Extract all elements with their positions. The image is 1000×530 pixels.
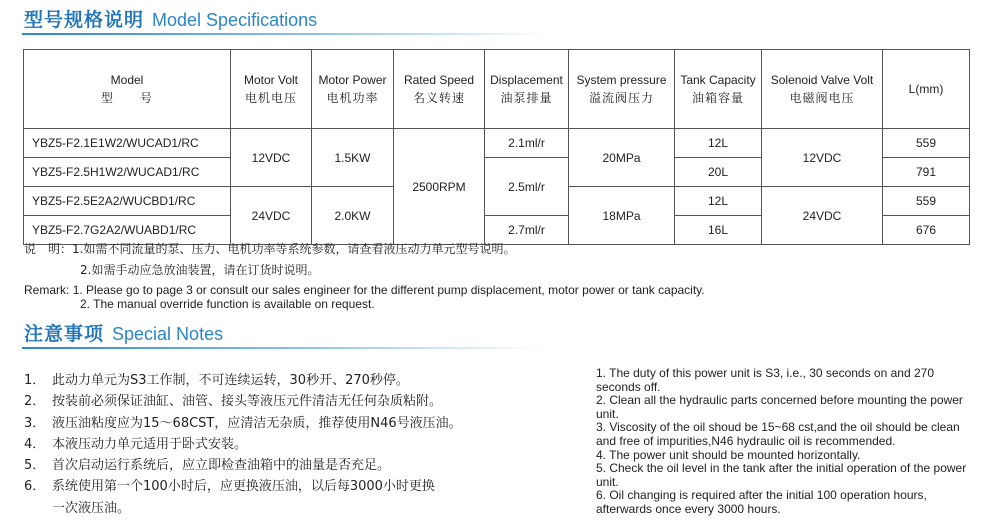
length-cell: 559 <box>883 187 970 216</box>
note-en-text-1: 1. Please go to page 3 or consult our sales engineer for the different pump displacement, motor power or tank capacity. <box>72 283 705 297</box>
special-notes-en-list <box>596 367 968 517</box>
tank-capacity-cell: 16L <box>675 216 762 245</box>
header-displacement: Displacement 油泵排量 <box>485 50 569 129</box>
section-underline <box>22 347 544 349</box>
list-item: 1． 此动力单元为S3工作制，不可连续运转，30秒开、270秒停。 <box>24 373 409 388</box>
header-system-pressure: System pressure 溢流阀压力 <box>569 50 675 129</box>
header-motor-power: Motor Power 电机功率 <box>312 50 394 129</box>
solenoid-volt-cell: 24VDC <box>762 187 883 245</box>
note-en-line-1 <box>24 283 705 297</box>
system-pressure-cell: 20MPa <box>569 129 675 187</box>
length-cell: 676 <box>883 216 970 245</box>
note-en-label: Remark: <box>24 283 70 297</box>
list-item: 5． 首次启动运行系统后，应立即检查油箱中的油量是否充足。 <box>24 458 391 474</box>
table-header-row <box>24 50 970 129</box>
special-notes-zh-list <box>24 370 462 519</box>
displacement-cell: 2.1ml/r <box>485 129 569 158</box>
model-spec-title <box>24 5 317 32</box>
tank-capacity-cell: 12L <box>675 187 762 216</box>
model-cell: YBZ5-F2.5E2A2/WUCBD1/RC <box>24 187 231 216</box>
list-item: 6． 系统使用第一个100小时后，应更换液压油，以后每3000小时更换 <box>24 479 435 495</box>
model-cell: YBZ5-F2.5H1W2/WUCAD1/RC <box>24 158 231 187</box>
motor-power-cell: 1.5KW <box>312 129 394 187</box>
model-cell: YBZ5-F2.1E1W2/WUCAD1/RC <box>24 129 231 158</box>
table-row <box>24 129 970 158</box>
rated-speed-cell: 2500RPM <box>394 129 485 245</box>
tank-capacity-cell: 12L <box>675 129 762 158</box>
motor-volt-cell: 12VDC <box>231 129 312 187</box>
model-spec-title-zh: 型号规格说明 <box>24 9 145 31</box>
displacement-cell: 2.7ml/r <box>485 216 569 245</box>
section-underline <box>22 33 552 35</box>
note-zh-line-2: 2.如需手动应急放油装置，请在订货时说明。 <box>80 263 320 277</box>
displacement-cell: 2.5ml/r <box>485 158 569 216</box>
model-cell: YBZ5-F2.7G2A2/WUABD1/RC <box>24 216 231 245</box>
length-cell: 559 <box>883 129 970 158</box>
header-motor-volt: Motor Volt 电机电压 <box>231 50 312 129</box>
length-cell: 791 <box>883 158 970 187</box>
special-notes-title <box>24 319 223 346</box>
model-spec-title-en: Model Specifications <box>152 10 318 30</box>
list-item: 2． 按装前必须保证油缸、油管、接头等液压元件清洁无任何杂质粘附。 <box>24 394 443 410</box>
special-notes-title-en: Special Notes <box>112 324 224 344</box>
list-item-continuation: 一次液压油。 <box>52 500 131 516</box>
header-solenoid-volt: Solenoid Valve Volt 电磁阀电压 <box>762 50 883 129</box>
note-zh-label: 说 明： <box>24 242 73 256</box>
list-item: 5. Check the oil level in the tank after the initial operation of the power unit. <box>596 461 967 489</box>
note-zh-line-1 <box>24 240 515 257</box>
header-tank-capacity: Tank Capacity 油箱容量 <box>675 50 762 129</box>
header-rated-speed: Rated Speed 名义转速 <box>394 50 485 129</box>
header-length: L(mm) <box>883 50 970 129</box>
list-item: 4． 本液压动力单元适用于卧式安装。 <box>24 436 248 452</box>
list-item: 6. Oil changing is required after the initial 100 operation hours, afterwards once every 3000 hours. <box>596 488 927 516</box>
list-item: 2. Clean all the hydraulic parts concerned before mounting the power unit. <box>596 393 963 421</box>
list-item: 1. The duty of this power unit is S3, i.e., 30 seconds on and 270 seconds off. <box>596 366 934 394</box>
note-zh-text-1: 1.如需不同流量的泵、压力、电机功率等系统参数，请查看液压动力单元型号说明。 <box>72 242 516 256</box>
list-item: 3. Viscosity of the oil shoud be 15~68 cst,and the oil should be clean and free of impurities,N46 hydraulic oil is recommended. <box>596 420 960 448</box>
system-pressure-cell: 18MPa <box>569 187 675 245</box>
spec-table <box>23 49 970 245</box>
motor-power-cell: 2.0KW <box>312 187 394 245</box>
solenoid-volt-cell: 12VDC <box>762 129 883 187</box>
special-notes-title-zh: 注意事项 <box>24 323 105 345</box>
list-item: 4. The power unit should be mounted horizontally. <box>596 447 861 462</box>
header-model: Model 型 号 <box>24 50 231 129</box>
list-item: 3． 液压油粘度应为15～68CST，应清洁无杂质，推荐使用N46号液压油。 <box>24 415 462 431</box>
motor-volt-cell: 24VDC <box>231 187 312 245</box>
note-en-line-2: 2. The manual override function is available on request. <box>80 297 375 311</box>
tank-capacity-cell: 20L <box>675 158 762 187</box>
